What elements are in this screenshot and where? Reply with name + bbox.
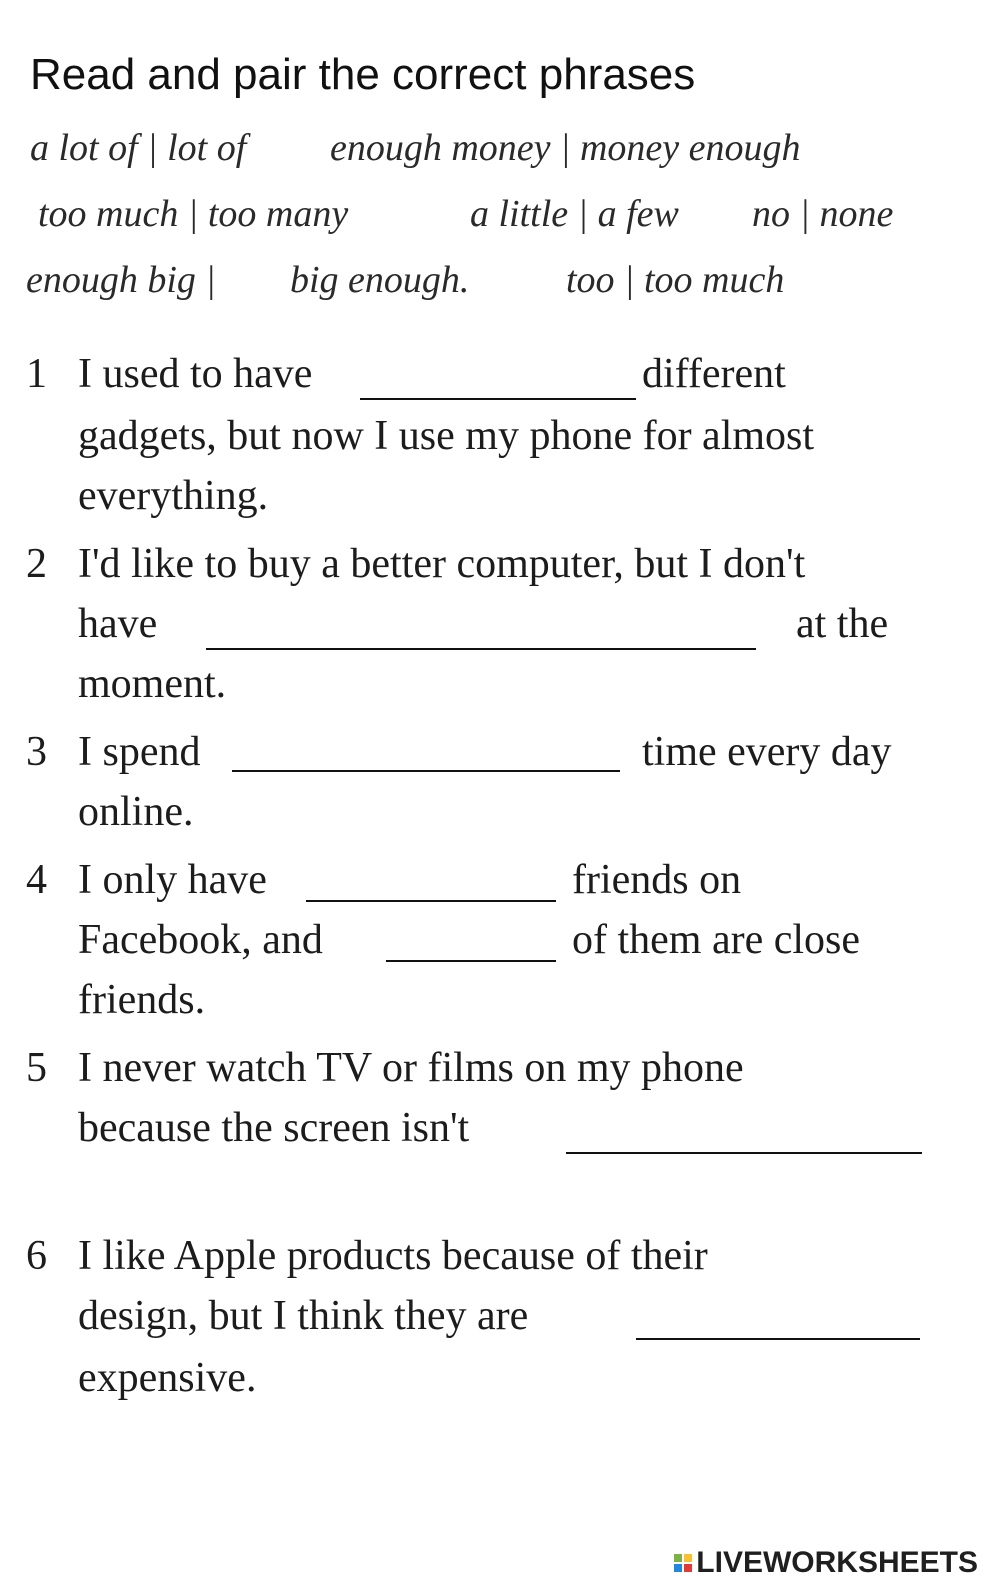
question-number: 3 [26, 729, 47, 775]
question-text: I like Apple products because of their [78, 1233, 708, 1279]
question-text: different [642, 351, 786, 397]
question-text: at the [796, 601, 889, 647]
option: a little | a few [470, 193, 679, 235]
question-text: gadgets, but now I use my phone for almost [78, 413, 815, 459]
question-text: I used to have [78, 351, 313, 397]
question-text: have [78, 601, 158, 647]
question-text: Facebook, and [78, 917, 323, 963]
option: too | too much [566, 259, 785, 301]
option: too much | too many [38, 193, 349, 235]
question-number: 5 [26, 1045, 47, 1091]
question-text: everything. [78, 473, 269, 519]
question-number: 4 [26, 857, 47, 903]
question-text: I spend [78, 729, 201, 775]
question-text: time every day [642, 729, 892, 775]
question-text: I'd like to buy a better computer, but I don't [78, 541, 806, 587]
answer-blank-2[interactable] [206, 648, 756, 650]
question-text: I only have [78, 857, 267, 903]
liveworksheets-logo [674, 1546, 978, 1580]
question-text: online. [78, 789, 194, 835]
answer-blank-3[interactable] [232, 770, 620, 772]
question-number: 1 [26, 351, 47, 397]
question-text: friends on [572, 857, 742, 903]
option: big enough. [290, 259, 470, 301]
page-title: Read and pair the correct phrases [30, 50, 696, 99]
question-text: because the screen isn't [78, 1105, 470, 1151]
question-text: I never watch TV or films on my phone [78, 1045, 744, 1091]
answer-blank-1[interactable] [360, 398, 636, 400]
question-number: 6 [26, 1233, 47, 1279]
answer-blank-6[interactable] [636, 1338, 920, 1340]
question-text: of them are close [572, 917, 861, 963]
option: no | none [752, 193, 894, 235]
question-text: friends. [78, 977, 206, 1023]
question-text: moment. [78, 661, 227, 707]
option: enough big | [26, 259, 216, 301]
logo-text: LIVEWORKSHEETS [696, 1546, 978, 1579]
question-text: design, but I think they are [78, 1293, 529, 1339]
answer-blank-5[interactable] [566, 1152, 922, 1154]
answer-blank-4a[interactable] [306, 900, 556, 902]
answer-blank-4b[interactable] [386, 960, 556, 962]
option: enough money | money enough [330, 127, 801, 169]
option: a lot of | lot of [30, 127, 247, 169]
question-number: 2 [26, 541, 47, 587]
question-text: expensive. [78, 1355, 257, 1401]
logo-grid-icon [674, 1554, 692, 1572]
